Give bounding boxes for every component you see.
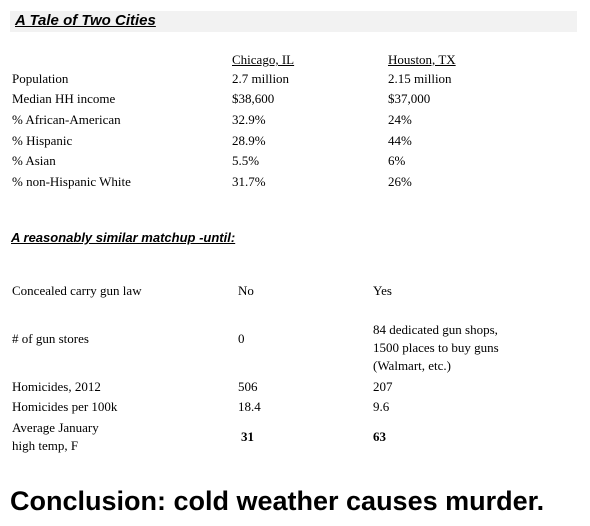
houston-homicides: 207 — [373, 379, 393, 394]
city-header-houston: Houston, TX — [388, 52, 456, 67]
houston-gun-stores-line-3: (Walmart, etc.) — [373, 358, 451, 373]
chicago-gun-stores: 0 — [238, 331, 245, 346]
houston-asian: 6% — [388, 153, 406, 168]
chicago-income: $38,600 — [232, 91, 275, 106]
row-label-homicides: Homicides, 2012 — [12, 379, 101, 394]
chicago-homicide-rate: 18.4 — [238, 399, 261, 414]
houston-gun-stores-line-2: 1500 places to buy guns — [373, 340, 499, 355]
houston-homicide-rate: 9.6 — [373, 399, 390, 414]
houston-income: $37,000 — [388, 91, 431, 106]
row-label-temp-line-1: Average January — [12, 420, 99, 435]
row-label-temp-line-2: high temp, F — [12, 438, 79, 453]
houston-temp: 63 — [373, 429, 386, 444]
houston-population: 2.15 million — [388, 71, 452, 86]
chicago-population: 2.7 million — [232, 71, 290, 86]
chicago-carry: No — [238, 283, 254, 298]
houston-african-american: 24% — [388, 112, 412, 127]
row-label-homicide-rate: Homicides per 100k — [12, 399, 118, 414]
houston-gun-stores-line-1: 84 dedicated gun shops, — [373, 322, 498, 337]
row-label-population: Population — [12, 71, 69, 86]
houston-hispanic: 44% — [388, 133, 412, 148]
row-label-gun-stores: # of gun stores — [12, 331, 89, 346]
row-label-hispanic: % Hispanic — [12, 133, 73, 148]
section-subtitle: A reasonably similar matchup -until: — [11, 230, 236, 245]
row-label-african-american: % African-American — [12, 112, 121, 127]
chicago-hispanic: 28.9% — [232, 133, 266, 148]
chicago-asian: 5.5% — [232, 153, 260, 168]
chicago-white: 31.7% — [232, 174, 266, 189]
row-label-asian: % Asian — [12, 153, 56, 168]
houston-white: 26% — [388, 174, 412, 189]
row-label-carry: Concealed carry gun law — [12, 283, 142, 298]
row-label-white: % non-Hispanic White — [12, 174, 131, 189]
conclusion: Conclusion: cold weather causes murder. — [10, 486, 545, 516]
chicago-homicides: 506 — [238, 379, 258, 394]
city-header-chicago: Chicago, IL — [232, 52, 295, 67]
chicago-african-american: 32.9% — [232, 112, 266, 127]
houston-carry: Yes — [373, 283, 392, 298]
row-label-income: Median HH income — [12, 91, 116, 106]
page-title: A Tale of Two Cities — [15, 12, 156, 29]
chicago-temp: 31 — [241, 429, 254, 444]
